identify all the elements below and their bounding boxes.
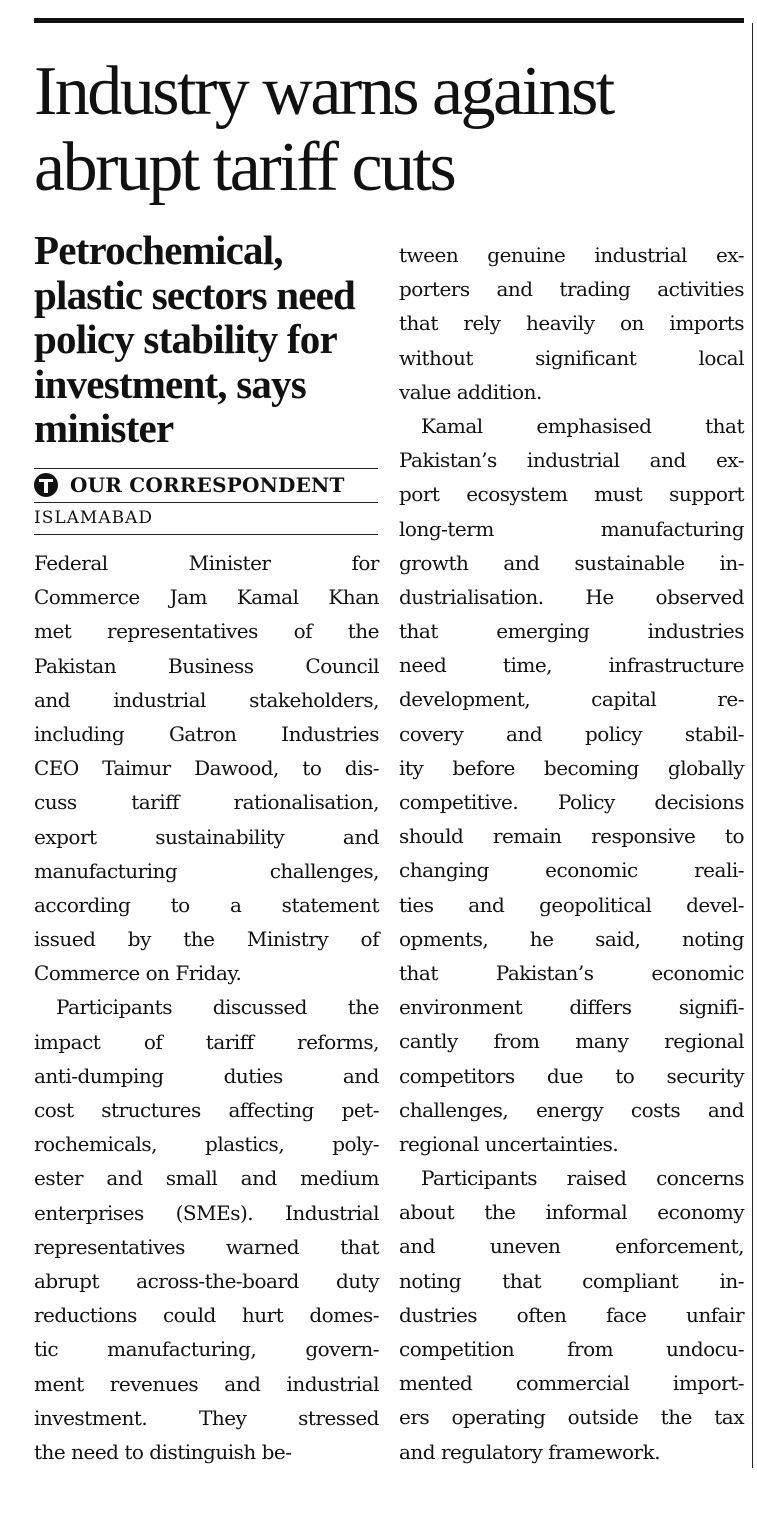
byline-rule bbox=[34, 534, 378, 535]
article-text-line: ties and geopolitical devel- bbox=[399, 892, 744, 917]
article-text-line: manufacturing challenges, bbox=[34, 858, 379, 883]
article-text-line: that emerging industries bbox=[399, 619, 744, 644]
article-text-line: opments, he said, noting bbox=[399, 926, 744, 951]
article-text-line: competitors due to security bbox=[399, 1063, 744, 1088]
headline-line: abrupt tariff cuts bbox=[34, 129, 455, 206]
subheadline-line: Petrochemical, bbox=[34, 227, 283, 273]
article-text-line: tween genuine industrial ex- bbox=[399, 243, 744, 267]
article-text-line: ment revenues and industrial bbox=[34, 1371, 379, 1396]
headline-line: Industry warns against bbox=[34, 53, 613, 130]
article-text-line: Commerce Jam Kamal Khan bbox=[34, 585, 379, 610]
article-text-line: Pakistan Business Council bbox=[34, 653, 379, 678]
article-text-line: including Gatron Industries bbox=[34, 721, 379, 746]
article-text-line: Pakistan’s industrial and ex- bbox=[399, 448, 744, 473]
article-text-line: about the informal economy bbox=[399, 1200, 744, 1225]
article-text-line: changing economic reali- bbox=[399, 858, 744, 883]
byline-rule bbox=[34, 468, 378, 469]
article-text-line: the need to distinguish be- bbox=[34, 1439, 292, 1464]
article-text-line: need time, infrastructure bbox=[399, 653, 744, 678]
article-text-line: that Pakistan’s economic bbox=[399, 960, 744, 985]
byline-rule bbox=[34, 502, 378, 503]
article-text-line: growth and sustainable in- bbox=[399, 550, 744, 575]
subheadline-line: minister bbox=[34, 405, 174, 451]
article-text-line: covery and policy stabil- bbox=[399, 721, 744, 746]
article-text-line: competition from undocu- bbox=[399, 1337, 744, 1361]
article-text-line: competitive. Policy decisions bbox=[399, 790, 744, 814]
article-text-line: long-term manufacturing bbox=[399, 516, 744, 541]
article-text-line: development, capital re- bbox=[399, 687, 744, 712]
article-text-line: environment differs signifi- bbox=[399, 995, 744, 1020]
article-text-line: porters and trading activities bbox=[399, 277, 744, 302]
article-text-line: reductions could hurt domes- bbox=[34, 1303, 379, 1328]
subheadline bbox=[34, 228, 384, 451]
article-column-2 bbox=[399, 238, 744, 1469]
article-text-line: cuss tariff rationalisation, bbox=[34, 790, 379, 815]
article-text-line: anti-dumping duties and bbox=[34, 1063, 379, 1088]
article-text-line: issued by the Ministry of bbox=[34, 927, 379, 952]
article-text-line: should remain responsive to bbox=[399, 824, 744, 849]
article-text-line: according to a statement bbox=[34, 892, 379, 917]
article-text-line: CEO Taimur Dawood, to dis- bbox=[34, 756, 379, 781]
article-text-line: rochemicals, plastics, poly- bbox=[34, 1132, 379, 1157]
article-text-line: port ecosystem must support bbox=[399, 482, 744, 507]
article-text-line: Participants raised concerns bbox=[421, 1166, 744, 1191]
article-text-line: Kamal emphasised that bbox=[421, 413, 744, 438]
article-text-line: without significant local bbox=[399, 345, 744, 370]
article-text-line: dustrialisation. He observed bbox=[399, 584, 744, 609]
byline-author: OUR CORRESPONDENT bbox=[70, 473, 345, 497]
article-text-line: impact of tariff reforms, bbox=[34, 1029, 379, 1054]
article-text-line: export sustainability and bbox=[34, 824, 379, 849]
article-text-line: and regulatory framework. bbox=[399, 1439, 661, 1464]
tribune-logo-icon bbox=[34, 473, 58, 497]
column-divider bbox=[752, 23, 753, 1468]
article-text-line: noting that compliant in- bbox=[399, 1268, 744, 1293]
article-text-line: abrupt across-the-board duty bbox=[34, 1268, 379, 1293]
article-text-line: dustries often face unfair bbox=[399, 1302, 744, 1327]
article-text-line: ity before becoming globally bbox=[399, 755, 744, 780]
article-column-1 bbox=[34, 546, 379, 1469]
article-text-line: enterprises (SMEs). Industrial bbox=[34, 1200, 379, 1225]
subheadline-line: policy stability for bbox=[34, 316, 337, 362]
headline bbox=[34, 54, 744, 206]
dateline: ISLAMABAD bbox=[34, 508, 154, 528]
article-text-line: ers operating outside the tax bbox=[399, 1405, 744, 1430]
article-text-line: regional uncertainties. bbox=[399, 1131, 619, 1156]
subheadline-line: investment, says bbox=[34, 360, 306, 407]
article-text-line: value addition. bbox=[399, 379, 542, 404]
article-text-line: mented commercial import- bbox=[399, 1371, 744, 1396]
article-text-line: tic manufacturing, govern- bbox=[34, 1337, 379, 1362]
article-text-line: Participants discussed the bbox=[56, 995, 379, 1020]
article-text-line: challenges, energy costs and bbox=[399, 1097, 744, 1122]
article-text-line: met representatives of the bbox=[34, 619, 379, 644]
article-text-line: ester and small and medium bbox=[34, 1166, 379, 1191]
article-text-line: and industrial stakeholders, bbox=[34, 687, 379, 712]
top-rule bbox=[34, 18, 744, 23]
article-text-line: investment. They stressed bbox=[34, 1405, 379, 1430]
article-text-line: representatives warned that bbox=[34, 1234, 379, 1259]
byline bbox=[34, 471, 378, 499]
article-text-line: and uneven enforcement, bbox=[399, 1234, 744, 1259]
article-text-line: Commerce on Friday. bbox=[34, 961, 242, 986]
article-text-line: that rely heavily on imports bbox=[399, 311, 744, 336]
article-text-line: cost structures affecting pet- bbox=[34, 1098, 379, 1122]
article-text-line: cantly from many regional bbox=[399, 1029, 744, 1054]
article-text-line: Federal Minister for bbox=[34, 551, 379, 575]
subheadline-line: plastic sectors need bbox=[34, 271, 356, 318]
